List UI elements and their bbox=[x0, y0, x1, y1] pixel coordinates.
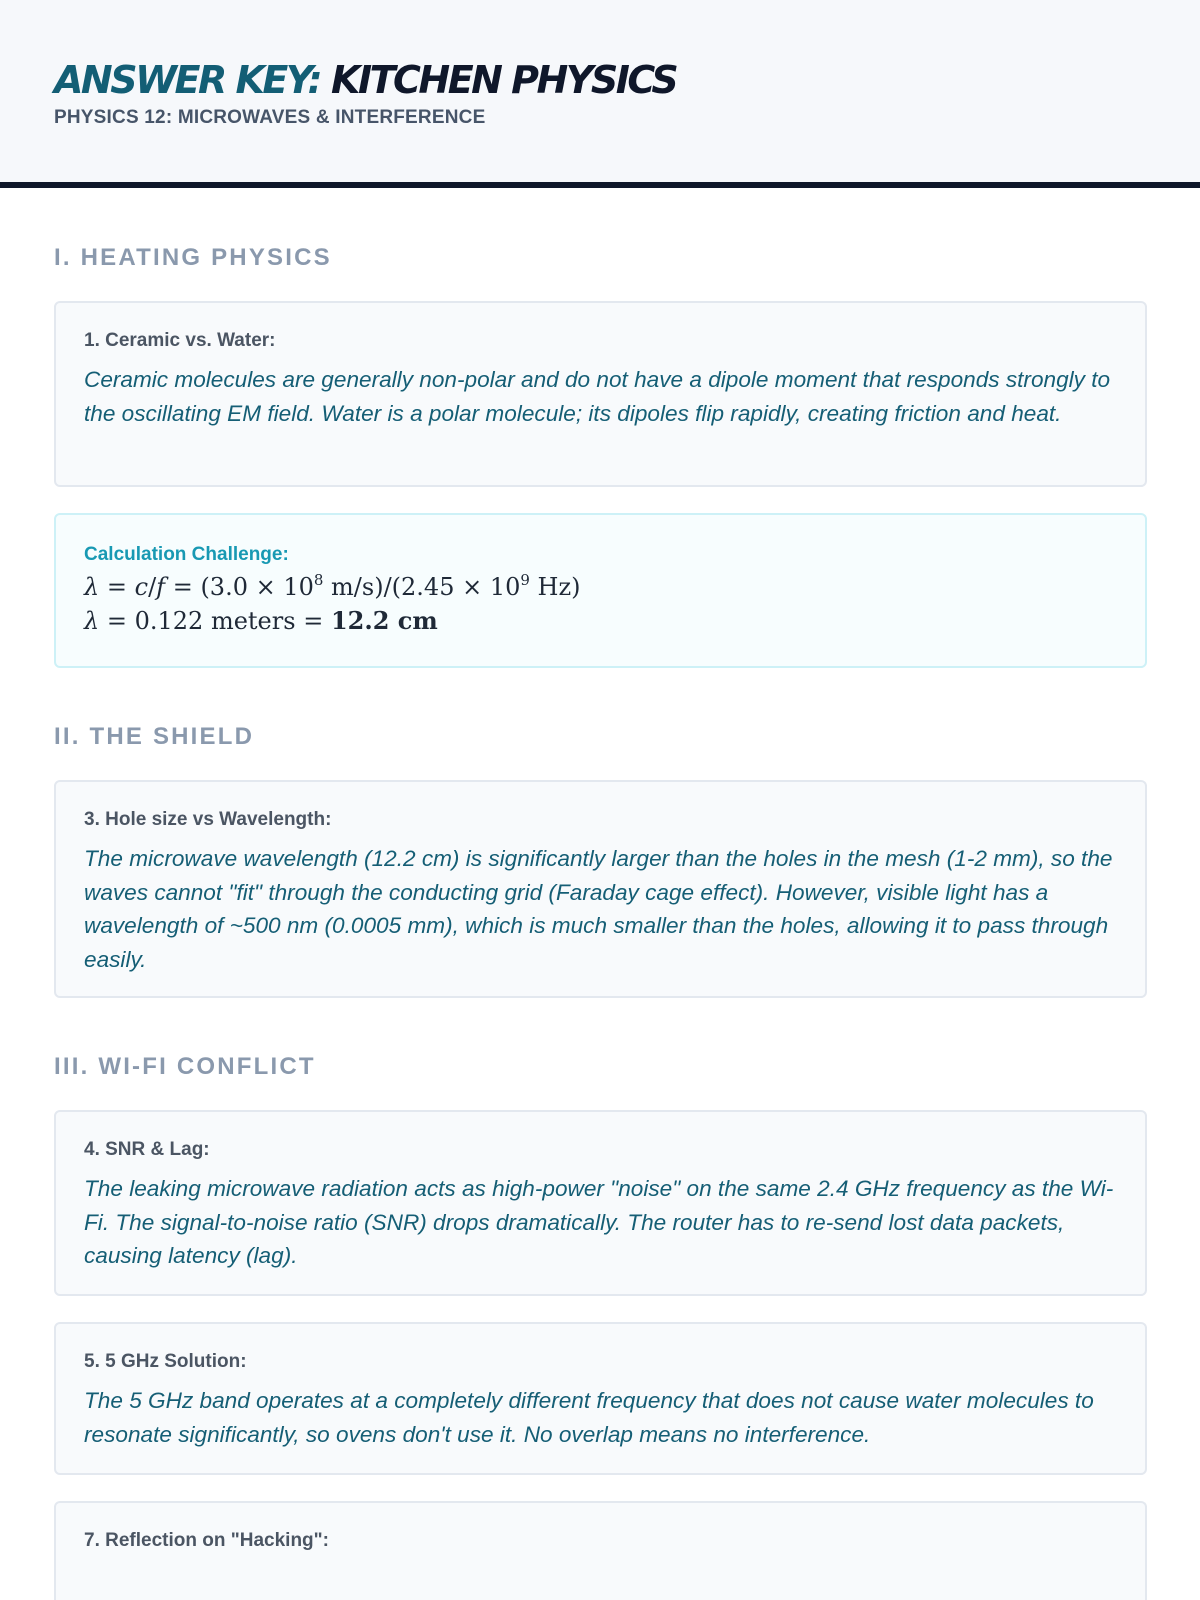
question-label: 7. Reflection on "Hacking": bbox=[84, 1530, 329, 1551]
frequency-unit: Hz) bbox=[529, 573, 581, 601]
answer-card-ceramic-vs-water bbox=[54, 301, 1147, 487]
c-symbol: c bbox=[134, 573, 149, 601]
question-label: 4. SNR & Lag: bbox=[84, 1139, 210, 1160]
equation-line-2 bbox=[84, 604, 1117, 638]
f-symbol: f bbox=[156, 573, 166, 601]
answer-card-5ghz-solution bbox=[54, 1322, 1147, 1475]
section-title-the-shield: II. THE SHIELD bbox=[54, 723, 255, 750]
equation-block bbox=[84, 571, 1117, 638]
speed-value: (3.0 × 10 bbox=[200, 573, 314, 601]
page-header bbox=[0, 0, 1200, 188]
title-main: KITCHEN PHYSICS bbox=[331, 58, 677, 102]
answer-card-hole-size bbox=[54, 780, 1147, 998]
answer-card-reflection-hacking bbox=[54, 1501, 1147, 1600]
question-label: 1. Ceramic vs. Water: bbox=[84, 330, 276, 351]
title-accent: ANSWER KEY: bbox=[54, 58, 321, 102]
section-title-heating-physics: I. HEATING PHYSICS bbox=[54, 244, 332, 271]
equals-sign: = bbox=[172, 573, 193, 601]
speed-unit: m/s)/(2.45 × 10 bbox=[323, 573, 521, 601]
calculation-challenge-card bbox=[54, 513, 1147, 668]
equation-line-1 bbox=[84, 571, 1117, 604]
answer-text: The leaking microwave radiation acts as high-power "noise" on the same 2.4 GHz frequency as the Wi-Fi. The signal-to-noise ratio (SNR) drops dramatically. The router has to re-send lost data packets, causing latency (lag). bbox=[84, 1176, 1114, 1268]
question-label: 5. 5 GHz Solution: bbox=[84, 1351, 247, 1372]
answer-text: The 5 GHz band operates at a completely different frequency that does not cause water molecules to resonate significantly, so ovens don't use it. No overlap means no interference. bbox=[84, 1388, 1094, 1447]
answer-text: Ceramic molecules are generally non-polar and do not have a dipole moment that responds strongly to the oscillating EM field. Water is a polar molecule; its dipoles flip rapidly, creating friction and heat. bbox=[84, 367, 1111, 426]
meters-value: 0.122 meters bbox=[134, 607, 296, 635]
result-value: 12.2 cm bbox=[330, 606, 438, 635]
answer-text: The microwave wavelength (12.2 cm) is significantly larger than the holes in the mesh (1-2 mm), so the waves cannot "fit" through the conducting grid (Faraday cage effect). However, visible light has a wavelength of ~500 nm (0.0005 mm), which is much smaller than the holes, allowing it to pass through easily. bbox=[84, 846, 1113, 972]
calculation-label: Calculation Challenge: bbox=[84, 544, 289, 565]
section-title-wifi-conflict: III. WI-FI CONFLICT bbox=[54, 1053, 316, 1080]
page-title bbox=[54, 56, 676, 104]
page-subtitle: PHYSICS 12: MICROWAVES & INTERFERENCE bbox=[54, 107, 486, 128]
frequency-exponent: 9 bbox=[520, 571, 530, 589]
speed-exponent: 8 bbox=[313, 571, 324, 589]
slash-symbol: / bbox=[148, 573, 157, 601]
equals-sign: = bbox=[303, 607, 324, 635]
lambda-symbol: λ bbox=[84, 607, 100, 635]
question-label: 3. Hole size vs Wavelength: bbox=[84, 809, 332, 830]
lambda-symbol: λ bbox=[84, 573, 100, 601]
equals-sign: = bbox=[106, 607, 127, 635]
answer-card-snr-lag bbox=[54, 1110, 1147, 1296]
equals-sign: = bbox=[106, 573, 127, 601]
